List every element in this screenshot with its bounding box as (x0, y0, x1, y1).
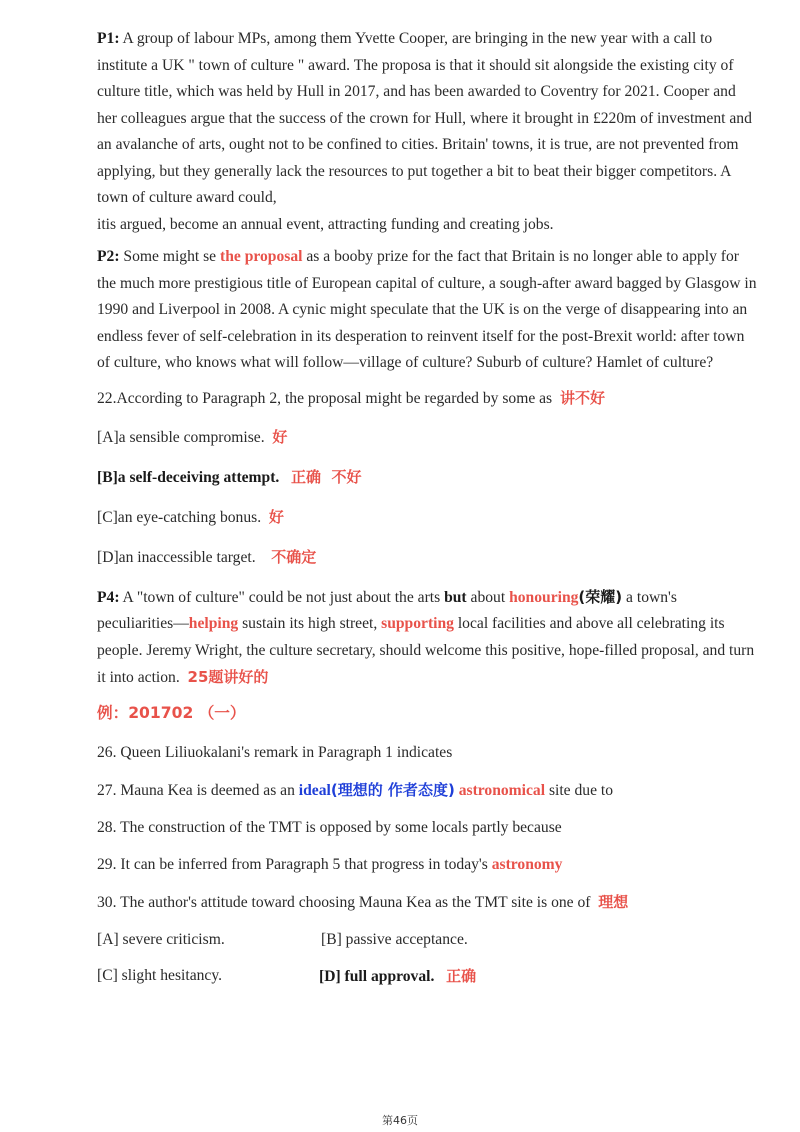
footer-prefix: 第 (382, 1114, 393, 1127)
p2-text-2: as a booby prize for the fact that Britain is no longer able to apply for the much more prestigious title of European capital of culture, a sough-after award bagged by Glasgow in 1990 and Liverpool in 2008. A cynic might speculate that the UK is on the verge of disappearing into an endless fever of self-celebration in its desperation to reinvent itself for the post-Brexit world: after town of culture, who knows what will follow—village of culture? Suburb of culture? Hamlet of culture? (97, 248, 757, 371)
option-30a: [A] severe criticism. (97, 930, 225, 948)
question-29-astronomy: astronomy (491, 855, 563, 873)
page-footer (0, 1112, 800, 1128)
p4-bold-but: but (444, 588, 467, 606)
question-22-note: 讲不好 (559, 388, 605, 407)
option-22b-text: [B]a self-deceiving attempt. (97, 468, 280, 486)
document-page (97, 26, 757, 997)
paragraph-p4 (97, 584, 757, 692)
option-22d-note: 不确定 (271, 547, 317, 566)
question-30-text: 30. The author's attitude toward choosing Mauna Kea as the TMT site is one of (97, 893, 591, 911)
option-22a-note: 好 (272, 427, 288, 446)
question-29 (97, 852, 757, 878)
question-28: 28. The construction of the TMT is opposed by some locals partly because (97, 818, 562, 836)
p4-text-4: sustain its high street, (238, 615, 382, 632)
option-22c-text: [C]an eye-catching bonus. (97, 508, 262, 526)
p1-text: A group of labour MPs, among them Yvette Cooper, are bringing in the new year with a call to institute a UK " town of culture " award. The proposa is that it should sit alongside the existing city of culture title, which was held by Hull in 2017, and has been awarded to Coventry for 2021. Cooper and her colleagues argue that the success of the crown for Hull, where it brought in £220m of investment and an avalanche of arts, ought not to be confined to cities. Britain' towns, it is true, are not prevented from applying, but they generally lack the resources to put together a bit to beat their bigger competitors. A town of culture award could, (97, 30, 752, 206)
question-30 (97, 889, 757, 916)
p2-label: P2: (97, 248, 120, 265)
p4-highlight-honouring: honouring (509, 588, 579, 606)
p4-note: 25题讲好的 (187, 668, 269, 686)
p4-highlight-supporting: supporting (381, 615, 454, 632)
p2-text-1: Some might se (119, 248, 221, 265)
option-22c-note: 好 (268, 507, 284, 526)
option-30b: [B] passive acceptance. (321, 930, 468, 948)
option-30d (319, 963, 476, 990)
p4-highlight-helping: helping (188, 615, 239, 632)
p4-text-1: A "town of culture" could be not just about the arts (119, 588, 445, 606)
question-30-note: 理想 (598, 892, 629, 911)
p1-label: P1: (97, 30, 120, 47)
question-26: 26. Queen Liliuokalani's remark in Paragraph 1 indicates (97, 743, 453, 761)
option-22a-text: [A]a sensible compromise. (97, 428, 265, 446)
p4-text-5: local facilities and above all celebrating its people. Jeremy Wright, the culture secretary, should welcome this positive, hope-filled proposal, and turn it into action. (97, 615, 755, 686)
question-27-text-1: 27. Mauna Kea is deemed as an (97, 781, 299, 799)
option-22c (97, 504, 757, 531)
option-22a (97, 424, 757, 451)
question-27-astronomical: astronomical (458, 781, 546, 799)
p1-text-cont: itis argued, become an annual event, attracting funding and creating jobs. (97, 215, 554, 233)
example-heading: 例：201702 （一） (97, 703, 246, 722)
option-30d-text: [D] full approval. (319, 967, 435, 985)
question-27-ideal: ideal (298, 781, 331, 799)
option-22d (97, 544, 757, 571)
option-30d-note: 正确 (446, 966, 477, 985)
question-30-options (97, 927, 757, 997)
question-27 (97, 777, 757, 804)
option-22d-text: [D]an inaccessible target. (97, 548, 256, 566)
option-30c: [C] slight hesitancy. (97, 966, 223, 984)
p4-gloss-honouring: (荣耀) (578, 587, 623, 606)
p4-text-2: about (466, 588, 510, 606)
question-29-text: 29. It can be inferred from Paragraph 5 that progress in today's (97, 855, 492, 873)
question-22-text: 22.According to Paragraph 2, the proposal might be regarded by some as (97, 389, 553, 407)
question-22 (97, 385, 757, 412)
option-22b-note: 正确 不好 (291, 467, 362, 486)
question-27-gloss: (理想的 作者态度) (330, 780, 455, 799)
p4-text-3: a town's peculiarities— (97, 588, 677, 632)
paragraph-p1 (97, 26, 757, 238)
question-27-text-2: site due to (545, 781, 614, 799)
p2-highlight-proposal: the proposal (220, 248, 303, 265)
paragraph-p2 (97, 244, 757, 377)
p4-label: P4: (97, 588, 120, 606)
page-number: 46 (393, 1114, 407, 1127)
option-22b (97, 464, 757, 491)
footer-suffix: 页 (407, 1114, 418, 1127)
